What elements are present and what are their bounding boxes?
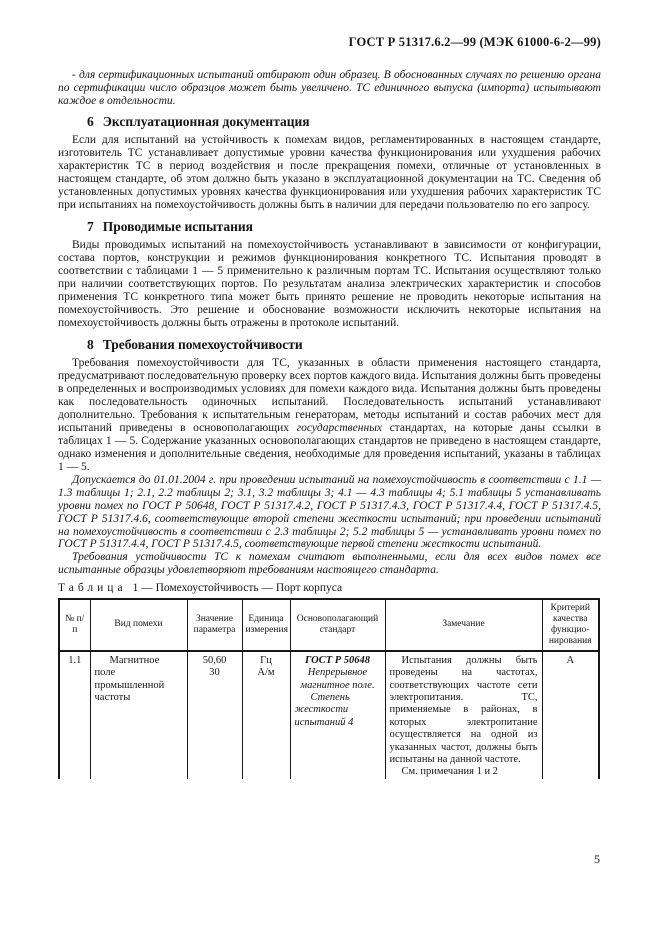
- cell-remark: [385, 651, 542, 779]
- section-8-emphasized-word: государственных: [296, 422, 383, 435]
- section-8-title: Требования помехоустойчивости: [102, 337, 303, 353]
- section-8-paragraph: [58, 357, 601, 474]
- section-6-title: Эксплуатационная документация: [102, 114, 310, 130]
- column-header-noise-type: Вид помехи: [90, 599, 187, 651]
- section-7-number: 7: [87, 219, 94, 235]
- table-row: [59, 651, 599, 779]
- table-caption-label: Таблица: [58, 581, 127, 594]
- table-caption-text: 1 — Помехоустойчивость — Порт корпуса: [132, 581, 343, 594]
- section-7-title: Проводимые испытания: [102, 219, 253, 235]
- running-header: ГОСТ Р 51317.6.2—99 (МЭК 61000-6-2—99): [348, 35, 601, 49]
- standard-description: Непрерывное магнитное поле.: [300, 667, 375, 691]
- immunity-table-header: [59, 599, 599, 651]
- cell-row-number: 1.1: [59, 651, 90, 779]
- cell-units: [242, 651, 290, 779]
- column-header-num: № п/п: [59, 599, 90, 651]
- cell-standard: [290, 651, 385, 779]
- header-row: [59, 599, 599, 651]
- conformity-note-paragraph: Требования устойчивости ТС к помехам считают выполненными, если для всех видов помех все испытанные образцы удовлетворяют требованиям настоящего стандарта.: [58, 551, 601, 576]
- standard-severity: Степень жесткости испытаний 4: [294, 691, 354, 728]
- section-7-paragraph: Виды проводимых испытаний на помехоустойчивость устанавливают в зависимости от конфигурации, состава портов, конструкции и режимов функционирования конкретного ТС. Испытания проводят в соответствии с таблицами 1 — 5 применительно к различным портам ТС. Испытания осуществляют только при наличии соответствующих портов. По результатам анализа электрических характеристик и способов применения ТС конкретного типа может быть принято решение не проводить некоторые испытания на помехоустойчивость. Это решение и обоснование возможности исключить некоторые испытания на помехоустойчивость должны быть отражены в протоколе испытаний.: [58, 239, 601, 330]
- section-8-text-before: Требования помехоустойчивости для ТС, указанных в области применения настоящего стандарта, предусматривают последовательную проверку всех портов каждого вида. Испытания должны быть проведены в определенных и воспроизводимых условиях для помехи каждого вида. Испытания должны быть проведены как последовательность одиночных испытаний. Последовательность испытаний устанавливают дополнительно. Требования к испытательным генераторам, методы испытаний и состав рабочих мест для испытаний приведены в основополагающих: [58, 357, 601, 435]
- section-7-heading: [87, 219, 601, 234]
- remark-see-notes: См. примечания 1 и 2: [401, 766, 498, 778]
- cell-criterion: А: [542, 651, 599, 779]
- column-header-standard: Основополагающий стандарт: [290, 599, 385, 651]
- cell-param-values: [187, 651, 242, 779]
- section-8-number: 8: [87, 337, 94, 353]
- section-6-paragraph: Если для испытаний на устойчивость к помехам видов, регламентированных в настоящем стандарте, изготовитель ТС устанавливает допустимые уровни качества функционирования или ухудшения рабочих характеристик ТС в период воздействия и после прекращения помехи, отличные от установленных в настоящем стандарте, об этом должно быть указано в эксплуатационной документации на ТС. Сведения об установленных допустимых уровнях качества функционирования или ухудшения рабочих характеристик ТС при испытаниях на помехоустойчивость должны быть в наличии для передачи пользователю по его запросу.: [58, 134, 601, 212]
- param-value-frequency: 50,60: [202, 654, 227, 666]
- standard-name: ГОСТ Р 50648: [304, 654, 371, 666]
- section-8-heading: [87, 337, 601, 352]
- section-6-number: 6: [87, 114, 94, 130]
- unit-frequency: Гц: [260, 654, 272, 666]
- table-caption: [58, 581, 601, 595]
- column-header-unit: Единица измерения: [242, 599, 290, 651]
- permission-note-paragraph: Допускается до 01.01.2004 г. при проведении испытаний на помехоустойчивость в соответствии с 1.1 — 1.3 таблицы 1; 2.1, 2.2 таблицы 2; 3.1, 3.2 таблицы 3; 4.1 — 4.3 таблицы 4; 5.1 таблицы 5 устанавливать уровни помех по ГОСТ Р 50648, ГОСТ Р 51317.4.2, ГОСТ Р 51317.4.3, ГОСТ Р 51317.4.4, ГОСТ Р 51317.4.5, ГОСТ Р 51317.4.6, соответствующие второй степени жесткости испытаний; при проведении испытаний на помехоустойчивость в соответствии с 2.3 таблицы 2; 5.2 таблицы 5 — устанавливать уровни помех по ГОСТ Р 51317.4.4, ГОСТ Р 51317.4.5, соответствующие первой степени жесткости испытаний.: [58, 474, 601, 551]
- certification-note-paragraph: - для сертификационных испытаний отбирают один образец. В обоснованных случаях по решению органа по сертификации число образцов может быть увеличено. ТС единичного выпуска (импорта) испытывают каждое в отдельности.: [58, 69, 601, 107]
- noise-type-text: Магнитное поле промышленной частоты: [94, 654, 165, 703]
- immunity-table-body: [59, 651, 599, 779]
- unit-field-strength: А/м: [257, 667, 275, 679]
- column-header-remark: Замечание: [385, 599, 542, 651]
- section-8-text-after: стандартах, на которые даны ссылки в таблицах 1 — 5. Содержание указанных основополагающих стандартов не приведено в настоящем стандарте, однако изменения и дополнительные сведения, необходимые для проведения испытаний, указаны в таблицах 1 — 5.: [58, 422, 601, 474]
- column-header-param-value: Значение параметра: [187, 599, 242, 651]
- param-value-field-strength: 30: [209, 667, 220, 679]
- remark-text: Испытания должны быть проведены на частотах, соответствующих частоте сети электропитания. ТС, применяемые в районах, в которых электропитание осуществляется на одной из указанных частот, должны быть испытаны на данной частоте.: [389, 654, 538, 766]
- cell-noise-type: [90, 651, 187, 779]
- immunity-table: [58, 598, 600, 779]
- section-6-heading: [87, 114, 601, 129]
- page-number: 5: [594, 852, 600, 866]
- column-header-criterion: Критерий качества функцио-нирования: [542, 599, 599, 651]
